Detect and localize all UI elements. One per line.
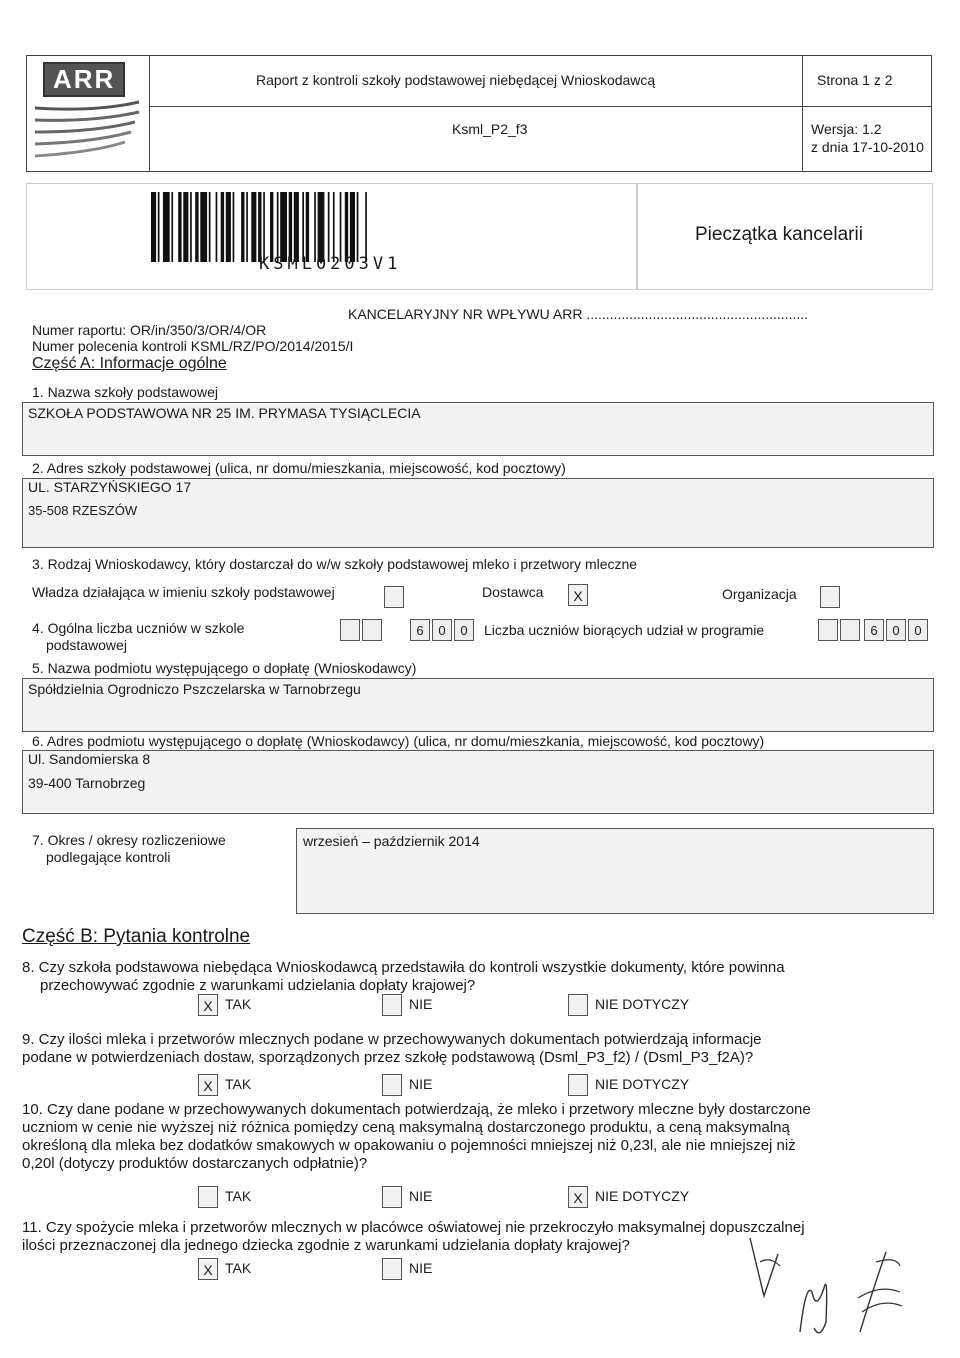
version-cell — [803, 107, 931, 171]
barcode-bar — [190, 192, 192, 262]
q2-field[interactable] — [22, 478, 934, 548]
q7-value: wrzesień – październik 2014 — [303, 833, 480, 849]
q4-digit[interactable]: 0 — [432, 619, 452, 641]
q10-nie-checkbox[interactable] — [382, 1186, 402, 1208]
q1-value: SZKOŁA PODSTAWOWA NR 25 IM. PRYMASA TYSIĄCLECIA — [28, 405, 421, 421]
q11-tak-label: TAK — [225, 1260, 252, 1276]
handwritten-initials — [740, 1232, 920, 1342]
q9-text: 9. Czy ilości mleka i przetworów mlecznych podane w przechowywanych dokumentach potwierdzają informacje — [22, 1031, 762, 1048]
barcode-bar — [178, 192, 181, 262]
report-number: Numer raportu: OR/in/350/3/OR/4/OR — [32, 322, 267, 338]
q10-nie-label: NIE — [409, 1188, 433, 1204]
stamp-label: Pieczątka kancelarii — [695, 224, 863, 245]
q5-field[interactable] — [22, 678, 934, 732]
barcode-bar — [163, 192, 170, 262]
barcode-bar — [289, 192, 292, 262]
q4b-label: Liczba uczniów biorących udział w programie — [484, 622, 765, 638]
q8-nie-label: NIE — [409, 996, 433, 1012]
q4-digit[interactable] — [362, 619, 382, 641]
barcode-text: KSML0203V1 — [259, 254, 402, 274]
q5-label: 5. Nazwa podmiotu występującego o dopłatę (Wnioskodawcy) — [32, 660, 417, 676]
q10-nd-checkbox[interactable]: X — [568, 1186, 588, 1208]
q3-opt-supplier-checkbox[interactable]: X — [568, 584, 588, 606]
q10-text-line4: 0,20l (dotyczy produktów dostarczanych odpłatnie)? — [22, 1155, 368, 1172]
barcode-bar — [277, 192, 279, 262]
q6-line1: Ul. Sandomierska 8 — [28, 751, 151, 767]
q10-nd-label: NIE DOTYCZY — [595, 1188, 690, 1204]
q11-nie-label: NIE — [409, 1260, 433, 1276]
q3-opt-supplier-label: Dostawca — [482, 584, 544, 600]
version: Wersja: 1.2 — [811, 121, 882, 137]
field-lines-icon — [35, 98, 141, 164]
q10-tak-checkbox[interactable] — [198, 1186, 218, 1208]
q4-label: 4. Ogólna liczba uczniów w szkole — [32, 620, 245, 636]
q8-text: 8. Czy szkoła podstawowa niebędąca Wnioskodawcą przedstawiła do kontroli wszystkie dokumenty, które powinna — [22, 959, 785, 976]
q2-line1: UL. STARZYŃSKIEGO 17 — [28, 479, 192, 495]
barcode-bar — [251, 192, 256, 262]
q10-text-line3: określoną dla mleka bez dodatków smakowych w opakowaniu o pojemności mniejszej niż 0,23l, ale nie mniejszej niż — [22, 1137, 796, 1154]
q4b-digit[interactable]: 6 — [864, 619, 884, 641]
barcode-bar — [183, 192, 188, 262]
q7-label-line2: podlegające kontroli — [46, 849, 171, 865]
q4b-digit[interactable]: 0 — [886, 619, 906, 641]
barcode-bar — [258, 192, 261, 262]
q9-nd-label: NIE DOTYCZY — [595, 1076, 690, 1092]
q6-line2: 39-400 Tarnobrzeg — [28, 775, 146, 791]
q4-digit[interactable] — [340, 619, 360, 641]
q8-nd-label: NIE DOTYCZY — [595, 996, 690, 1012]
barcode-bar — [246, 192, 248, 262]
office-number: KANCELARYJNY NR WPŁYWU ARR ......................................................... — [348, 306, 809, 322]
q8-nd-checkbox[interactable] — [568, 994, 588, 1016]
q9-text-line2: podane w potwierdzeniach dostaw, sporządzonych przez szkołę podstawową (Dsml_P3_f2) / (Dsml_P3_f2A)? — [22, 1049, 754, 1066]
page-cell — [803, 56, 931, 107]
barcode-bar — [226, 192, 231, 262]
barcode-bar — [306, 192, 309, 262]
barcode-bar — [357, 192, 359, 262]
q4b-digit[interactable]: 0 — [908, 619, 928, 641]
barcode-bar — [200, 192, 207, 262]
q11-text-line2: ilości przeznaczonej dla jednego dziecka zgodnie z warunkami udzielania dopłaty krajowej? — [22, 1237, 630, 1254]
q9-tak-checkbox[interactable]: X — [198, 1074, 218, 1096]
q4-label-line2: podstawowej — [46, 637, 127, 653]
q1-label: 1. Nazwa szkoły podstawowej — [32, 384, 218, 400]
q4b-digit[interactable] — [840, 619, 860, 641]
q3-opt-authority-checkbox[interactable] — [384, 586, 404, 608]
barcode-bar — [345, 192, 348, 262]
barcode-bar — [294, 192, 299, 262]
q9-nie-label: NIE — [409, 1076, 433, 1092]
q9-nd-checkbox[interactable] — [568, 1074, 588, 1096]
q2-label: 2. Adres szkoły podstawowej (ulica, nr domu/mieszkania, miejscowość, kod pocztowy) — [32, 460, 566, 476]
barcode-bar — [314, 192, 316, 262]
q11-nie-checkbox[interactable] — [382, 1258, 402, 1280]
barcode-bar — [195, 192, 198, 262]
barcode-bar — [340, 192, 342, 262]
q10-tak-label: TAK — [225, 1188, 252, 1204]
q7-field[interactable] — [296, 828, 934, 914]
q1-field[interactable] — [22, 402, 934, 456]
q7-label: 7. Okres / okresy rozliczeniowe — [32, 832, 226, 848]
q6-label: 6. Adres podmiotu występującego o dopłatę (Wnioskodawcy) (ulica, nr domu/mieszkania, miejscowość, kod pocztowy) — [32, 733, 765, 749]
q11-text: 11. Czy spożycie mleka i przetworów mlecznych w placówce oświatowej nie przekroczyło maksymalnej dopuszczalnej — [22, 1219, 805, 1236]
code-cell — [150, 107, 803, 171]
q9-nie-checkbox[interactable] — [382, 1074, 402, 1096]
part-b-title: Część B: Pytania kontrolne — [22, 926, 251, 947]
q3-opt-authority-label: Władza działająca w imieniu szkoły podstawowej — [32, 584, 335, 600]
barcode-bar — [365, 192, 367, 262]
stamp-area — [636, 183, 933, 290]
page-number: Strona 1 z 2 — [817, 72, 893, 88]
part-a-title: Część A: Informacje ogólne — [32, 355, 227, 372]
barcode-bar — [233, 192, 235, 262]
barcode-bar — [221, 192, 224, 262]
barcode-bar — [280, 192, 287, 262]
barcode-bar — [350, 192, 355, 262]
q10-text-line2: uczniom w cenie nie wyższej niż różnica pomiędzy ceną maksymalną dostarczonego produktu, a ceną maksymalną — [22, 1119, 790, 1136]
barcode-bar — [209, 192, 211, 262]
header-table — [26, 55, 932, 172]
barcode — [151, 192, 543, 262]
q4-digit[interactable]: 6 — [410, 619, 430, 641]
q8-tak-checkbox[interactable]: X — [198, 994, 218, 1016]
q3-opt-organization-label: Organizacja — [722, 586, 797, 602]
arr-logo — [35, 62, 141, 164]
barcode-bar — [302, 192, 304, 262]
logo-text: ARR — [43, 62, 125, 97]
version-date: z dnia 17-10-2010 — [811, 139, 924, 155]
q4-digit[interactable]: 0 — [454, 619, 474, 641]
order-number: Numer polecenia kontroli KSML/RZ/PO/2014/2015/I — [32, 338, 354, 354]
barcode-bar — [151, 192, 156, 262]
barcode-bar — [263, 192, 265, 262]
q3-opt-organization-checkbox[interactable] — [820, 586, 840, 608]
barcode-bar — [241, 192, 244, 262]
q8-tak-label: TAK — [225, 996, 252, 1012]
barcode-bar — [216, 192, 218, 262]
q9-tak-label: TAK — [225, 1076, 252, 1092]
barcode-bar — [171, 192, 173, 262]
q8-nie-checkbox[interactable] — [382, 994, 402, 1016]
q8-text-line2: przechowywać zgodnie z warunkami udzielania dopłaty krajowej? — [40, 977, 476, 994]
form-title: Raport z kontroli szkoły podstawowej niebędącej Wnioskodawcą — [256, 72, 656, 88]
logo-cell — [27, 56, 150, 171]
q5-value: Spółdzielnia Ogrodniczo Pszczelarska w Tarnobrzegu — [28, 681, 361, 697]
form-code: Ksml_P2_f3 — [452, 121, 528, 137]
q2-line2: 35-508 RZESZÓW — [28, 503, 138, 518]
barcode-bar — [158, 192, 160, 262]
barcode-bar — [328, 192, 330, 262]
barcode-bar — [333, 192, 335, 262]
title-cell — [150, 56, 803, 107]
q3-label: 3. Rodzaj Wnioskodawcy, który dostarczał do w/w szkoły podstawowej mleko i przetwory mleczne — [32, 556, 638, 572]
barcode-bar — [318, 192, 325, 262]
barcode-bar — [270, 192, 273, 262]
barcode-area — [26, 183, 638, 290]
q10-text: 10. Czy dane podane w przechowywanych dokumentach potwierdzają, że mleko i przetwory mleczne były dostarczone — [22, 1101, 811, 1118]
q11-tak-checkbox[interactable]: X — [198, 1258, 218, 1280]
q4b-digit[interactable] — [818, 619, 838, 641]
q6-field[interactable] — [22, 750, 934, 814]
